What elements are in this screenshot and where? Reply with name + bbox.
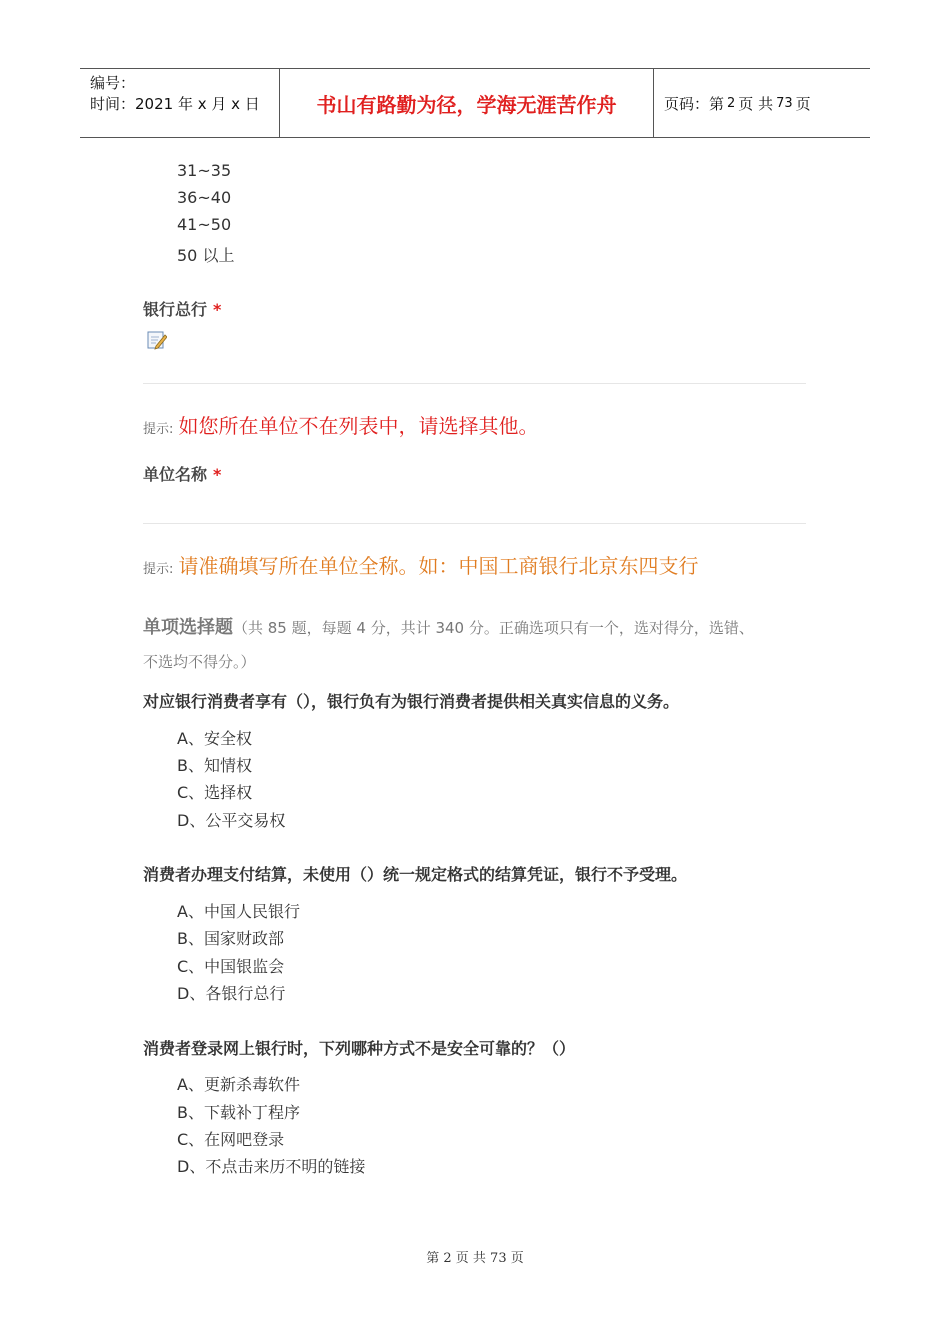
section-desc-cont: 不选均不得分。） bbox=[143, 653, 256, 671]
answer-option[interactable]: B、知情权 bbox=[177, 756, 252, 775]
edit-icon[interactable] bbox=[147, 330, 167, 350]
answer-option[interactable]: A、更新杀毒软件 bbox=[177, 1075, 300, 1094]
section-heading: 单项选择题（共 85 题，每题 4 分，共计 340 分。正确选项只有一个，选对得分，选错、 bbox=[143, 617, 754, 638]
question-text: 消费者办理支付结算，未使用（）统一规定格式的结算凭证，银行不予受理。 bbox=[143, 865, 688, 884]
divider bbox=[143, 523, 806, 524]
answer-option[interactable]: D、公平交易权 bbox=[177, 811, 286, 830]
age-option[interactable]: 41~50 bbox=[177, 215, 232, 234]
page-footer: 第 2 页 共 73 页 bbox=[426, 1251, 524, 1266]
header-meta bbox=[80, 69, 280, 137]
question-text: 对应银行消费者享有（），银行负有为银行消费者提供相关真实信息的义务。 bbox=[143, 692, 680, 711]
page-number: 2 bbox=[727, 95, 736, 111]
answer-option[interactable]: A、安全权 bbox=[177, 729, 252, 748]
required-marker: * bbox=[213, 465, 222, 484]
serial-label: 编号： bbox=[90, 74, 136, 92]
page-total: 73 bbox=[776, 95, 793, 111]
age-option[interactable]: 31~35 bbox=[177, 161, 232, 180]
age-option[interactable]: 36~40 bbox=[177, 188, 232, 207]
header-page-info: 页码：第 2 页 共 73 页 bbox=[664, 94, 811, 113]
divider bbox=[143, 383, 806, 384]
answer-option[interactable]: A、中国人民银行 bbox=[177, 902, 300, 921]
answer-option[interactable]: B、国家财政部 bbox=[177, 929, 284, 948]
answer-option[interactable]: D、不点击来历不明的链接 bbox=[177, 1157, 366, 1176]
age-option[interactable]: 50 以上 bbox=[177, 246, 235, 265]
answer-option[interactable]: B、下载补丁程序 bbox=[177, 1103, 300, 1122]
unit-field-label: 单位名称 * bbox=[143, 465, 222, 484]
hint-unit-name: 提示: 请准确填写所在单位全称。如：中国工商银行北京东四支行 bbox=[143, 554, 699, 578]
answer-option[interactable]: C、中国银监会 bbox=[177, 957, 285, 976]
answer-option[interactable]: C、在网吧登录 bbox=[177, 1130, 285, 1149]
answer-option[interactable]: D、各银行总行 bbox=[177, 984, 286, 1003]
hint-other-unit: 提示: 如您所在单位不在列表中，请选择其他。 bbox=[143, 414, 539, 438]
required-marker: * bbox=[213, 300, 222, 319]
question-text: 消费者登录网上银行时，下列哪种方式不是安全可靠的？（） bbox=[143, 1039, 576, 1058]
header-motto: 书山有路勤为径，学海无涯苦作舟 bbox=[280, 69, 654, 137]
page-header bbox=[80, 68, 870, 138]
bank-field-label: 银行总行 * bbox=[143, 300, 222, 319]
answer-option[interactable]: C、选择权 bbox=[177, 783, 253, 802]
time-label: 时间：2021 年 x 月 x 日 bbox=[90, 95, 260, 113]
